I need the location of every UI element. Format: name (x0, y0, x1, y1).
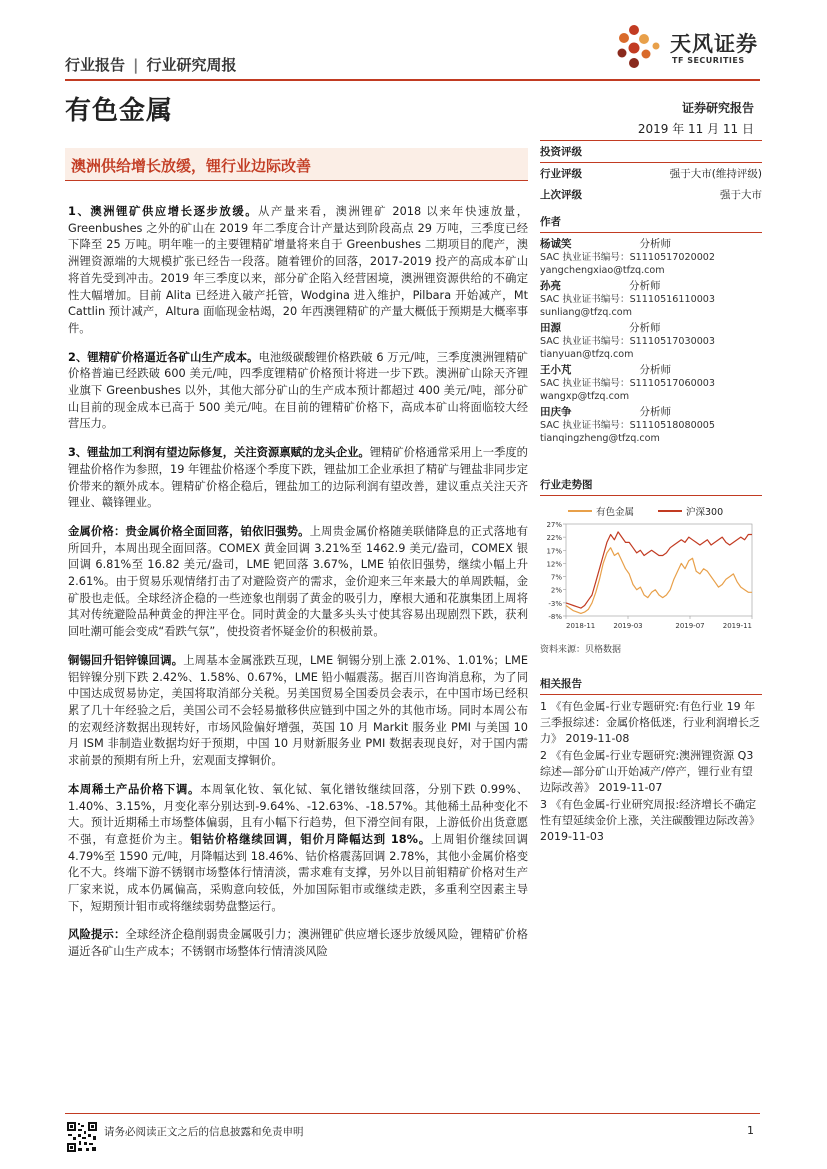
authors-heading: 作者 (540, 214, 762, 233)
paragraph-lead: 2、锂精矿价格逼近各矿山生产成本。 (68, 350, 259, 364)
rating-previous-label: 上次评级 (540, 189, 582, 201)
author-name: 王小芃 (540, 364, 572, 376)
category-label: 行业报告 (65, 56, 126, 74)
trend-chart (540, 518, 762, 636)
paragraph-text: 电池级碳酸锂价格跌破 6 万元/吨，三季度澳洲锂精矿价格普遍已经跌破 600 美元/吨，四季度锂精矿价格预计将进一步下跌。澳洲矿山除天齐锂业旗下 Greenbushes 以外，其他大部分矿山的生产成本预计都超过 400 美元/吨，部分矿山目前的现金成本已高于 500 美元/吨。在目前的锂精矿价格下，高成本矿山将面临较大经营压力。 (68, 350, 528, 431)
rating-current-label: 行业评级 (540, 168, 582, 180)
author-email[interactable]: tianyuan@tfzq.com (540, 349, 634, 360)
trend-heading: 行业走势图 (540, 477, 762, 496)
y-tick-label: 2% (550, 586, 562, 595)
author-email[interactable]: tianqingzheng@tfzq.com (540, 433, 660, 444)
paragraph-text: 上周贵金属价格随美联储降息的正式落地有所回升，本周出现全面回落。COMEX 黄金回调 3.21%至 1462.9 美元/盎司，COMEX 银回调 6.81%至 16.82 美元/盎司，LME 钯回落 3.67%，LME 铂依旧强势，继续小幅上升 2.61%。由于贸易乐观情绪打击了对避险资产的需求，金价迎来三年来最大的单周跌幅，金矿股也走低。全球经济企稳的一些迹象也削弱了黄金的吸引力，摩根大通和花旗集团上周将其对传统避险品种黄金的押注平仓。同时黄金的大量多头头寸使其容易出现剧烈下跌，获利回吐潮可能会变成“看跌气氛”，使投资者怀疑金价的积极前景。 (68, 524, 528, 639)
x-tick-label: 2019-03 (613, 622, 643, 630)
report-title: 澳洲供给增长放缓，锂行业边际改善 (71, 157, 312, 175)
body-paragraph (68, 782, 528, 916)
author-cert: SAC 执业证书编号：S1110516110003 (540, 294, 716, 305)
author-cert: SAC 执业证书编号：S1110517020002 (540, 252, 716, 263)
author-role: 分析师 (629, 280, 661, 292)
paragraph-lead: 金属价格：贵金属价格全面回落，铂依旧强势。 (68, 524, 310, 538)
y-tick-label: -3% (548, 599, 562, 608)
y-tick-label: 17% (546, 547, 562, 556)
rating-previous (540, 184, 762, 205)
paragraph-text: 从产量来看，澳洲锂矿 2018 以来年快速放量，Greenbushes 之外的矿山在 2019 年二季度合计产量达到阶段高点 29 万吨，三季度已经下降至 25 万吨。明年唯一的主要锂精矿增量将来自于 Greenbushes 二期项目的爬产，澳洲锂资源端的大规模扩张已经告一段落。随着锂价的回落，2017-2019 投产的高成本矿山将首先受到冲击。2019 年三季度以来，部分矿企陷入经营困境，澳洲锂资源供给的不确定性大幅增加。目前 Alita 已经进入破产托管，Wodgina 进入维护，Pilbara 开始减产，Mt Cattlin 预计减产，Altura 面临现金枯竭，20 年西澳锂精矿的产量大概低于预期是大概率事件。 (68, 205, 528, 335)
x-tick-label: 2019-11 (722, 622, 752, 630)
category-separator: | (133, 56, 139, 74)
author-name: 杨诚笑 (540, 238, 572, 250)
author-email[interactable]: yangchengxiao@tfzq.com (540, 265, 665, 276)
y-tick-label: 7% (550, 573, 562, 582)
rating-heading: 投资评级 (540, 140, 762, 163)
paragraph-lead: 钼钴价格继续回调，钼价月降幅达到 18%。 (190, 832, 432, 846)
report-type: 证券研究报告 (681, 101, 754, 115)
y-tick-label: -8% (548, 613, 562, 621)
author-entry (540, 364, 762, 403)
header-divider (65, 79, 760, 81)
author-role: 分析师 (639, 406, 671, 418)
related-item[interactable]: 1 《有色金属-行业专题研究:有色行业 19 年三季报综述：金属价格低迷，行业利润增长乏力》 2019-11-08 (540, 700, 760, 745)
paragraph-lead: 风险提示： (68, 928, 126, 942)
body-paragraph (68, 350, 528, 434)
logo-text: 天风证券 (670, 32, 758, 56)
paragraph-text: 本周氧化钕、氧化铽、氧化镨钕继续回落，分别下跌 0.99%、1.40%、3.15%，月变化率分别达到-9.64%、-12.63%、-18.57%。其他稀土品种变化不大。预计近期稀土市场整体偏弱，且有小幅下行趋势，但下滑空间有限，上游低价出货意愿不强，有意挺价为主。 (68, 782, 528, 846)
legend-swatch (568, 510, 592, 512)
y-tick-label: 27% (546, 521, 562, 529)
report-date: 2019 年 11 月 11 日 (637, 122, 754, 136)
x-tick-label: 2018-11 (566, 622, 596, 630)
subcategory-label: 行业研究周报 (146, 56, 237, 74)
paragraph-text: 上周基本金属涨跌互现，LME 铜锡分别上涨 2.01%、1.01%；LME 铝锌镍分别下跌 2.42%、1.58%、0.67%，LME 铅小幅震荡。据百川咨询消息称，为了同中国达成贸易协定，美国将取消部分关税。另美国贸易全国委员会表示，在中国市场已经积累了几十年经验之后，美国公司不会轻易撤移供应链到中国之外的其他市场。同时本周公布的宏观经济数据出现转好，市场风险偏好增强，英国 10 月 Markit 服务业 PMI 与美国 10 月 ISM 非制造业数据均好于预期，中国 10 月财新服务业 PMI 数据表现良好，对于国内需求前景的预期有所上升，宏观面支撑铜价。 (68, 653, 528, 768)
legend-item (658, 504, 723, 518)
author-cert: SAC 执业证书编号：S1110517030003 (540, 336, 716, 347)
related-item[interactable]: 2 《有色金属-行业专题研究:澳洲锂资源 Q3 综述—部分矿山开始减产/停产，锂行业有望边际改善》 2019-11-07 (540, 749, 754, 794)
author-name: 田庆争 (540, 406, 572, 418)
body-paragraph (68, 927, 528, 960)
body-paragraph (68, 653, 528, 770)
related-heading: 相关报告 (540, 676, 762, 695)
author-entry (540, 406, 762, 445)
paragraph-lead: 铜锡回升铝锌镍回调。 (68, 653, 184, 667)
y-tick-label: 22% (546, 534, 562, 543)
paragraph-text: 全球经济企稳削弱贵金属吸引力；澳洲锂矿供应增长逐步放缓风险，锂精矿价格逼近各矿山生产成本；不锈钢市场整体行情清淡风险 (68, 928, 528, 959)
sector-title: 有色金属 (65, 96, 174, 126)
x-tick-label: 2019-07 (675, 622, 705, 630)
author-name: 田源 (540, 322, 561, 334)
chart-source: 资料来源：贝格数据 (540, 645, 622, 655)
related-panel (540, 676, 762, 846)
author-role: 分析师 (639, 238, 671, 250)
legend-label: 沪深300 (686, 507, 724, 518)
legend-swatch (658, 510, 682, 512)
author-entry (540, 238, 762, 277)
footer-disclaimer[interactable]: 请务必阅读正文之后的信息披露和免责申明 (104, 1126, 304, 1138)
logo-english: TF SECURITIES (672, 56, 745, 65)
body-paragraph (68, 445, 528, 512)
plot-frame (566, 524, 752, 616)
related-item[interactable]: 3 《有色金属-行业研究周报:经济增长不确定性有望延续金价上涨，关注碳酸锂边际改善》 2019-11-03 (540, 798, 760, 843)
author-entry (540, 280, 762, 319)
body-paragraph (68, 524, 528, 641)
author-cert: SAC 执业证书编号：S1110517060003 (540, 378, 716, 389)
logo-mark-icon (612, 22, 668, 72)
body-paragraph (68, 204, 528, 338)
paragraph-lead: 3、锂盐加工利润有望边际修复，关注资源禀赋的龙头企业。 (68, 446, 370, 460)
paragraph-lead: 本周稀土产品价格下调。 (68, 782, 200, 796)
paragraph-text: 锂精矿价格通常采用上一季度的锂盐价格作为参照，19 年锂盐价格逐个季度下跌，锂盐加工企业承担了精矿与锂盐非同步定价带来的额外成本。锂精矿价格企稳后，锂盐加工的边际利润有望改善，建议重点关注天齐锂业、赣锋锂业。 (68, 446, 528, 510)
report-title-bar (65, 148, 528, 180)
author-entry (540, 322, 762, 361)
author-email[interactable]: sunliang@tfzq.com (540, 307, 632, 318)
rating-panel (540, 140, 762, 205)
footer-divider (65, 1113, 760, 1114)
legend-label: 有色金属 (596, 507, 635, 518)
author-role: 分析师 (629, 322, 661, 334)
report-category (65, 54, 237, 75)
paragraph-lead: 1、澳洲锂矿供应增长逐步放缓。 (68, 205, 259, 218)
rating-current (540, 163, 762, 184)
author-name: 孙亮 (540, 280, 561, 292)
y-tick-label: 12% (546, 560, 562, 569)
authors-panel (540, 214, 762, 448)
author-cert: SAC 执业证书编号：S1110518080005 (540, 420, 716, 431)
company-logo (612, 22, 762, 72)
rating-previous-value: 强于大市 (720, 189, 762, 201)
author-role: 分析师 (639, 364, 671, 376)
author-email[interactable]: wangxp@tfzq.com (540, 391, 630, 402)
series-line (566, 548, 752, 614)
main-body (68, 204, 528, 973)
trend-panel (540, 477, 762, 655)
qr-code-icon (66, 1121, 98, 1153)
legend-item (568, 504, 634, 518)
title-divider (65, 180, 528, 181)
chart-legend (540, 502, 762, 518)
rating-current-value: 强于大市(维持评级) (669, 168, 762, 180)
paragraph-text: 上周钼价继续回调 4.79%至 1590 元/吨，月降幅达到 18.46%、钴价格震荡回调 2.78%，其他小金属价格变化不大。终端下游不锈钢市场整体行情清淡，需求难有支撑，另外以目前钼精矿价格对生产厂家来说，成本仍属偏高，采购意向较低，外加国际钼市或继续走跌，多重利空因素主导下，短期预计钼市或将继续弱势盘整运行。 (68, 832, 528, 913)
related-list (540, 699, 762, 845)
page-number: 1 (747, 1124, 754, 1137)
